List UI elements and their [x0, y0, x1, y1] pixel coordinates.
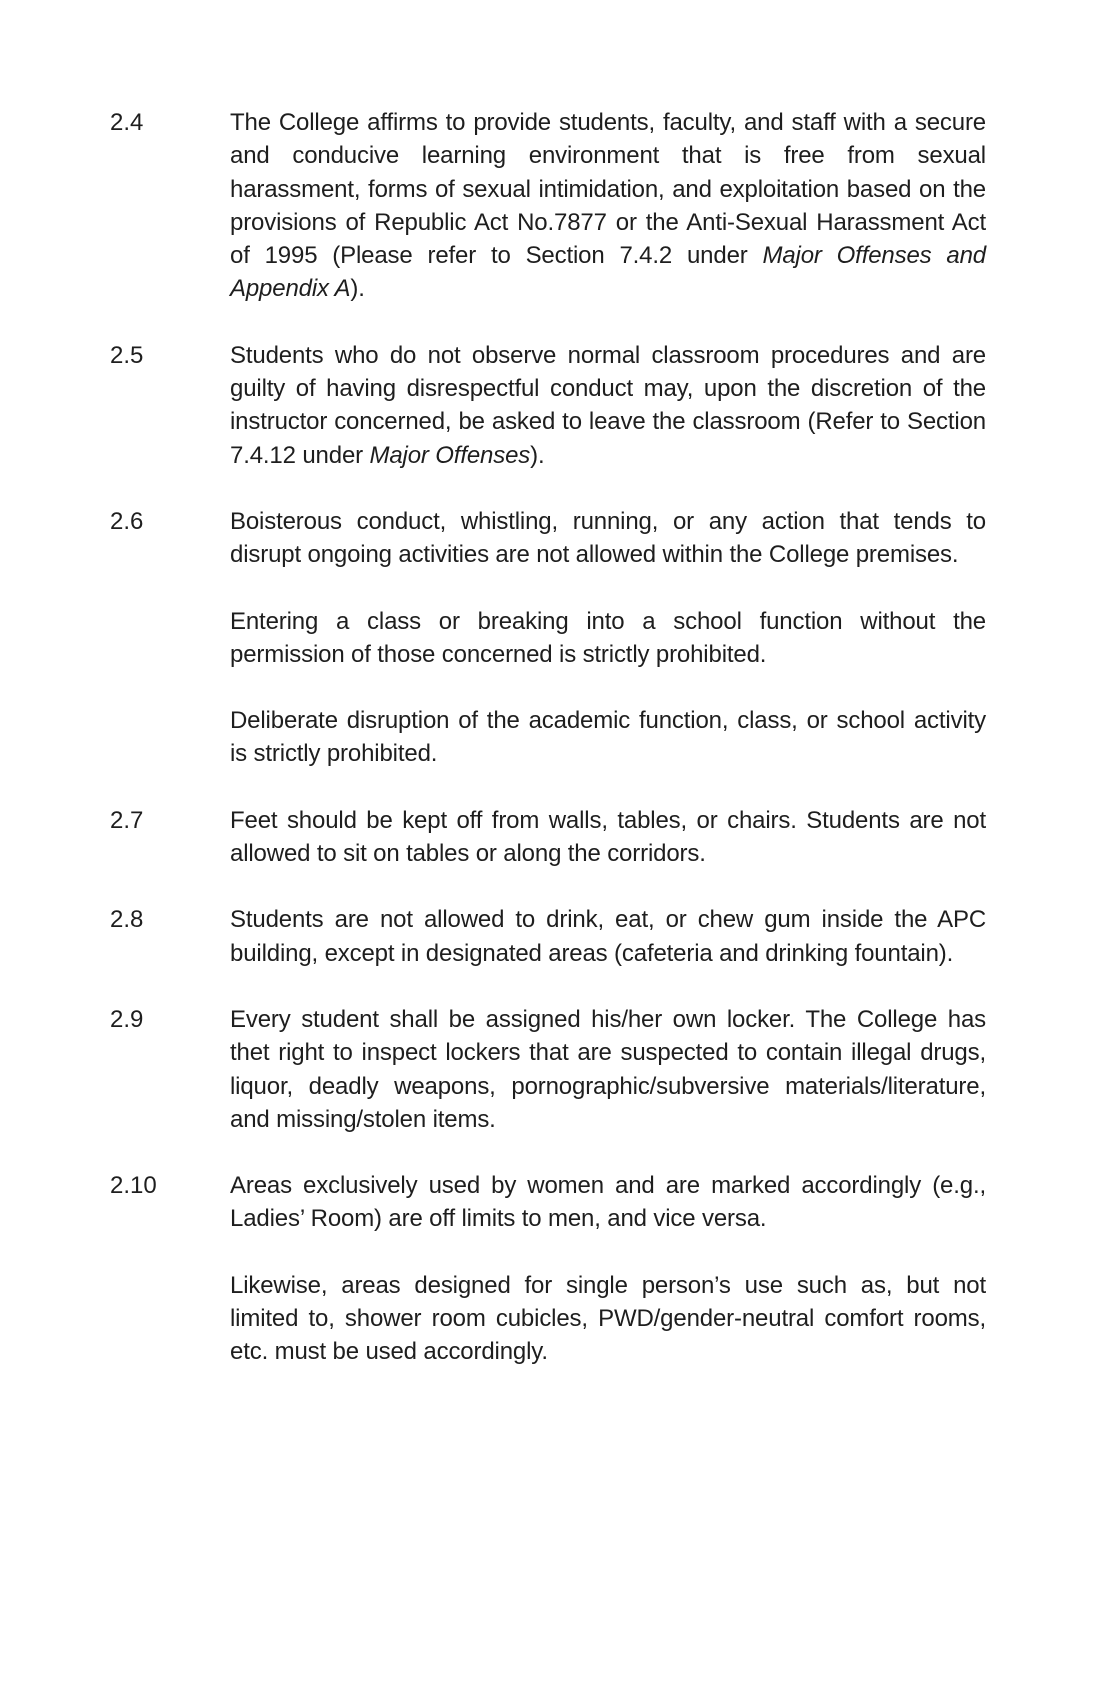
section-number: 2.9: [110, 1005, 144, 1033]
section-body: [230, 1003, 986, 1136]
section-2-4: [110, 106, 986, 306]
section-2-9: [110, 1003, 986, 1136]
section-number: 2.7: [110, 806, 144, 834]
section-2-7: [110, 804, 986, 871]
section-paragraph: Areas exclusively used by women and are marked accordingly (e.g., Ladies’ Room) are off limits to men, and vice versa.: [230, 1172, 986, 1233]
section-number: 2.5: [110, 341, 144, 369]
section-number: 2.6: [110, 507, 144, 535]
section-paragraph: [230, 339, 986, 472]
section-body: [230, 505, 986, 771]
section-body: [230, 106, 986, 306]
section-paragraph: Deliberate disruption of the academic function, class, or school activity is strictly prohibited.: [230, 707, 986, 768]
section-paragraph: Feet should be kept off from walls, tables, or chairs. Students are not allowed to sit on tables or along the corridors.: [230, 806, 986, 868]
paragraph-text: ).: [350, 275, 365, 303]
section-number: 2.10: [110, 1172, 157, 1200]
section-number: 2.4: [110, 109, 144, 136]
section-paragraph: Every student shall be assigned his/her own locker. The College has thet right to inspect lockers that are suspected to contain illegal drugs, liquor, deadly weapons, pornographic/subversive materials/literature, and missing/stolen items.: [230, 1005, 986, 1133]
section-body: [230, 1169, 986, 1368]
section-paragraph: Likewise, areas designed for single person’s use such as, but not limited to, shower room cubicles, PWD/gender-neutral comfort rooms, etc. must be used accordingly.: [230, 1271, 986, 1366]
section-2-6: [110, 505, 986, 771]
page-content: [110, 106, 986, 1402]
section-body: [230, 339, 986, 472]
section-2-5: [110, 339, 986, 472]
section-paragraph: Boisterous conduct, whistling, running, or any action that tends to disrupt ongoing activities are not allowed within the College premises.: [230, 507, 986, 569]
section-number: 2.8: [110, 906, 144, 934]
paragraph-italic-reference: Major Offenses: [369, 441, 531, 469]
section-2-8: [110, 903, 986, 970]
section-2-10: [110, 1169, 986, 1368]
section-body: [230, 804, 986, 871]
section-paragraph: [230, 106, 986, 306]
paragraph-text: ).: [530, 441, 545, 469]
section-body: [230, 903, 986, 970]
paragraph-text: Students who do not observe normal classroom procedures and are guilty of having disrespectful conduct may, upon the discretion of the instructor concerned, be asked to leave the classroom (Refer to Section 7.4.12 under: [230, 341, 986, 469]
paragraph-text: The College affirms to provide students, faculty, and staff with a secure and conducive learning environment that is free from sexual harassment, forms of sexual intimidation, and exploitation based on the provisions of Republic Act No.7877 or the Anti-Sexual Harassment Act of 1995 (Please refer to Section 7.4.2 under: [230, 109, 986, 270]
section-paragraph: Students are not allowed to drink, eat, or chew gum inside the APC building, except in designated areas (cafeteria and drinking fountain).: [230, 906, 986, 967]
paragraph-italic-reference: Major Offenses and Appendix A: [230, 242, 986, 303]
section-paragraph: Entering a class or breaking into a school function without the permission of those concerned is strictly prohibited.: [230, 607, 986, 668]
